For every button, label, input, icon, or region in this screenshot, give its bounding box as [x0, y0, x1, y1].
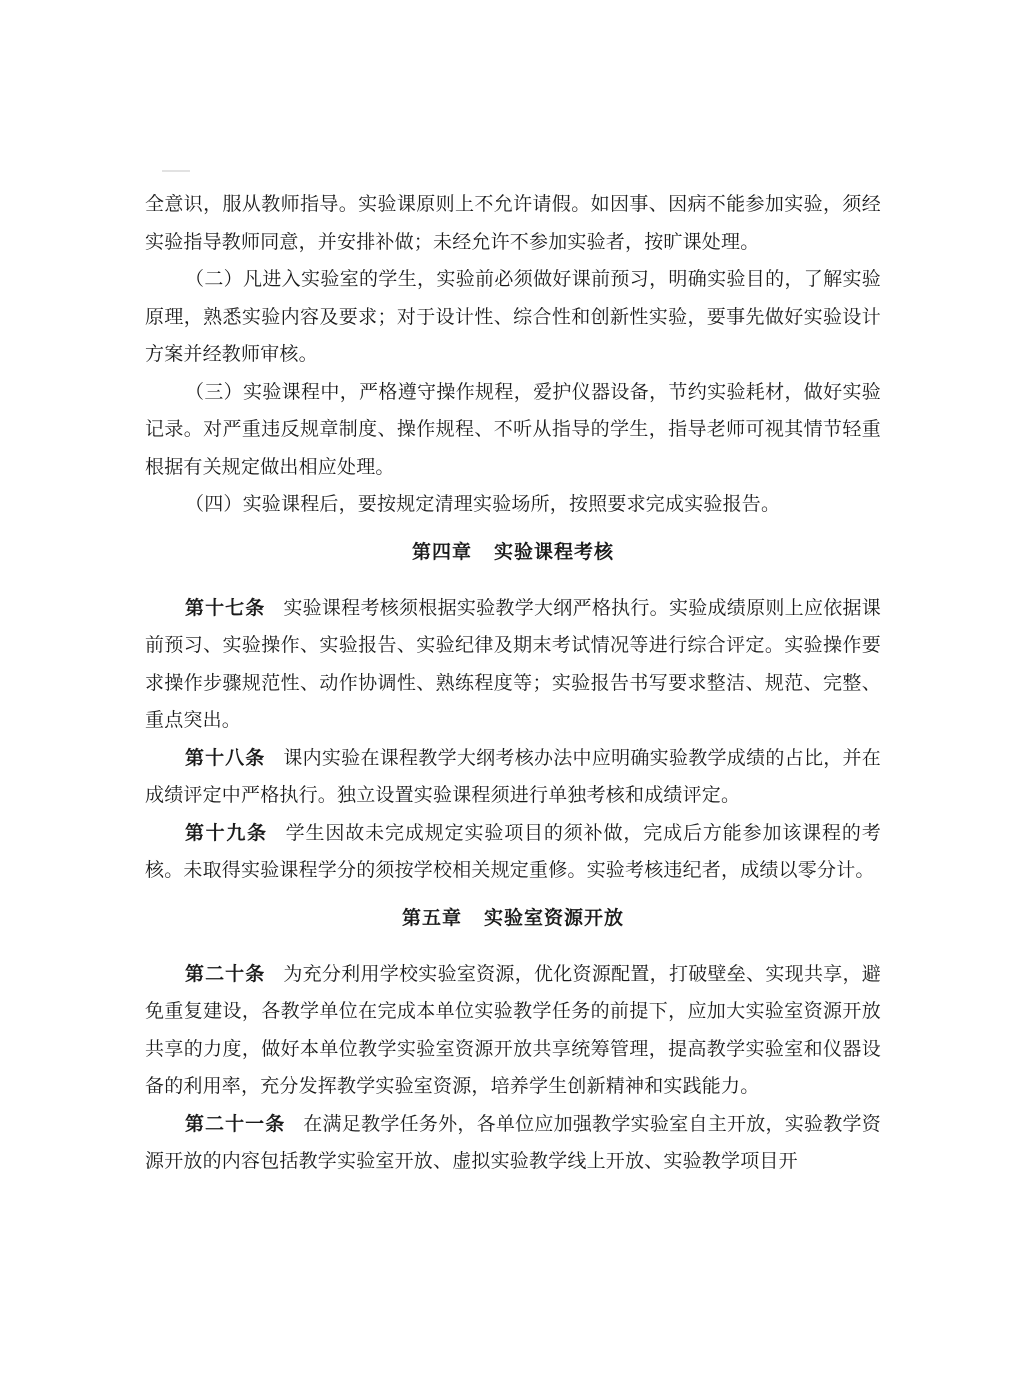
- document-body: [145, 186, 881, 1181]
- article-label: 第十八条: [185, 746, 266, 769]
- list-item: （三）实验课程中，严格遵守操作规程，爱护仪器设备，节约实验耗材，做好实验记录。对严重违反规章制度、操作规程、不听从指导的学生，指导老师可视其情节轻重根据有关规定做出相应处理。: [145, 380, 881, 478]
- article-text: 在满足教学任务外，各单位应加强教学实验室自主开放，实验教学资源开放的内容包括教学实验室开放、虚拟实验教学线上开放、实验教学项目开: [145, 1112, 881, 1172]
- article-paragraph: [145, 590, 881, 740]
- chapter-title: 实验室资源开放: [484, 906, 625, 929]
- article-paragraph: [145, 815, 881, 890]
- article-paragraph: [145, 956, 881, 1106]
- article-text: 为充分利用学校实验室资源，优化资源配置，打破壁垒、实现共享，避免重复建设，各教学单位在完成本单位实验教学任务的前提下，应加大实验室资源开放共享的力度，做好本单位教学实验室资源开放共享统筹管理，提高教学实验室和仪器设备的利用率，充分发挥教学实验室资源，培养学生创新精神和实践能力。: [145, 962, 881, 1097]
- article-label: 第二十一条: [185, 1112, 286, 1135]
- chapter-heading: [145, 900, 881, 937]
- chapter-title: 实验课程考核: [494, 540, 615, 563]
- list-item: （二）凡进入实验室的学生，实验前必须做好课前预习，明确实验目的，了解实验原理，熟悉实验内容及要求；对于设计性、综合性和创新性实验，要事先做好实验设计方案并经教师审核。: [145, 268, 881, 365]
- article-paragraph: [145, 1106, 881, 1181]
- continuation-paragraph: 全意识，服从教师指导。实验课原则上不允许请假。如因事、因病不能参加实验，须经实验指导教师同意，并安排补做；未经允许不参加实验者，按旷课处理。: [145, 193, 881, 253]
- chapter-number: 第五章: [401, 906, 462, 929]
- header-rule: [162, 170, 190, 172]
- article-label: 第二十条: [185, 962, 266, 985]
- article-label: 第十九条: [185, 821, 268, 844]
- article-text: 实验课程考核须根据实验教学大纲严格执行。实验成绩原则上应依据课前预习、实验操作、实验报告、实验纪律及期末考试情况等进行综合评定。实验操作要求操作步骤规范性、动作协调性、熟练程度等；实验报告书写要求整洁、规范、完整、重点突出。: [145, 596, 881, 731]
- chapter-heading: [145, 534, 881, 571]
- article-paragraph: [145, 740, 881, 815]
- article-text: 学生因故未完成规定实验项目的须补做，完成后方能参加该课程的考核。未取得实验课程学分的须按学校相关规定重修。实验考核违纪者，成绩以零分计。: [145, 821, 881, 881]
- article-label: 第十七条: [185, 596, 266, 619]
- article-text: 课内实验在课程教学大纲考核办法中应明确实验教学成绩的占比，并在成绩评定中严格执行。独立设置实验课程须进行单独考核和成绩评定。: [145, 746, 881, 806]
- chapter-number: 第四章: [411, 540, 472, 563]
- list-item: （四）实验课程后，要按规定清理实验场所，按照要求完成实验报告。: [185, 493, 781, 515]
